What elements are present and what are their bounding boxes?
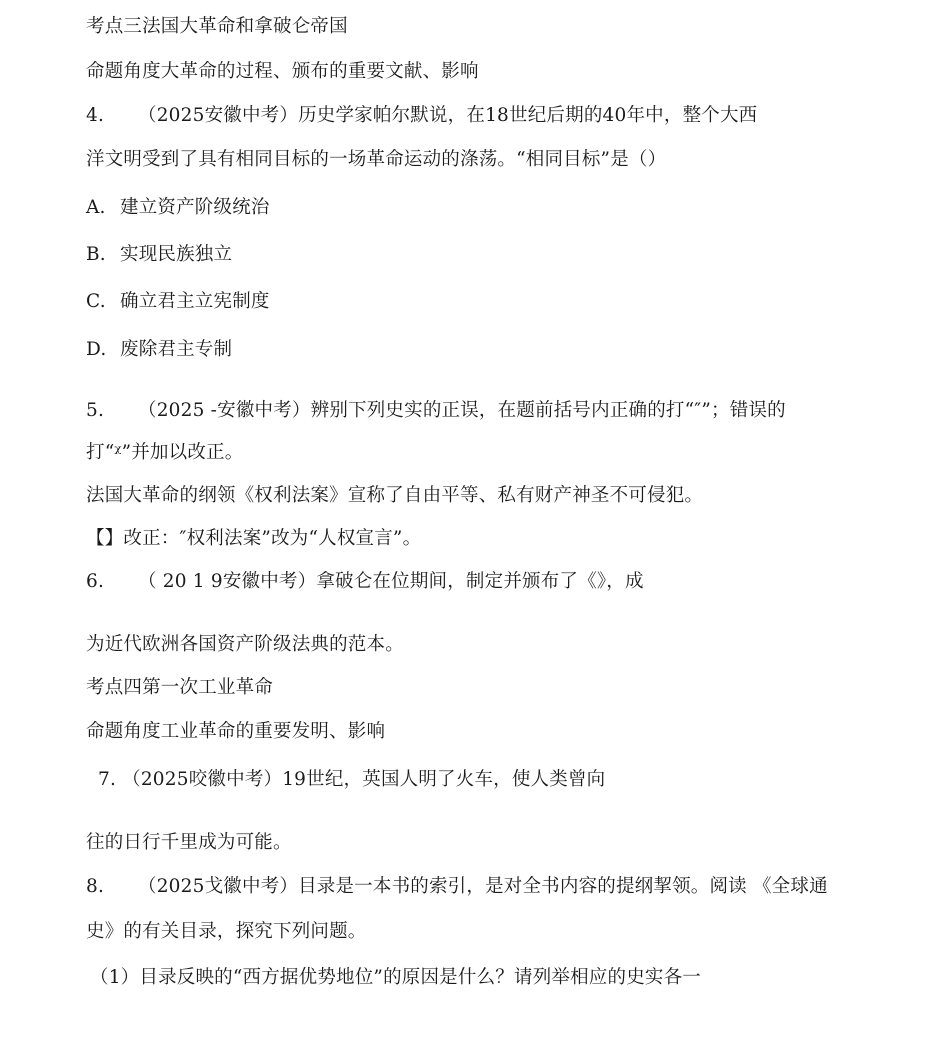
option-text: 建立资产阶级统治 [120, 197, 270, 218]
question-6-stem: （ 20 1 9安徽中考）拿破仑在位期间，制定并颁布了《》，成 [138, 571, 644, 592]
question-8-line-1 [86, 875, 828, 899]
section-4-title: 考点四第一次工业革命 [86, 677, 274, 698]
question-5-line-1 [86, 399, 786, 423]
question-7-line-2: 往的日行千里成为可能。 [86, 832, 292, 853]
section-3-title: 考点三法国大革命和拿破仑帝国 [86, 16, 348, 37]
question-5-correction: 【】改正：″权利法案”改为“人权宣言”。 [86, 528, 422, 549]
option-letter: B. [86, 244, 106, 265]
question-4-number: 4. [86, 105, 105, 126]
section-3-angle: 命题角度大革命的过程、颁布的重要文献、影响 [86, 61, 479, 82]
question-8-subquestion-1: （1）目录反映的“西方据优势地位”的原因是什么？请列举相应的史实各一 [90, 967, 701, 988]
question-4-stem: （2025安徽中考）历史学家帕尔默说，在18世纪后期的40年中，整个大西 [138, 105, 758, 126]
question-7-line-1: 7. （2025咬徽中考）19世纪，英国人明了火车，使人类曾向 [98, 769, 606, 790]
option-text: 废除君主专制 [120, 339, 233, 360]
question-6-line-2: 为近代欧洲各国资产阶级法典的范本。 [86, 634, 404, 655]
question-6-number: 6. [86, 571, 105, 592]
option-text: 确立君主立宪制度 [120, 291, 270, 312]
question-4-option-b [86, 243, 232, 267]
question-5-number: 5. [86, 400, 105, 421]
question-5-stem: （2025 -安徽中考）辨别下列史实的正误，在题前括号内正确的打“″”；错误的 [138, 400, 786, 421]
option-text: 实现民族独立 [120, 244, 233, 265]
option-letter: D. [86, 339, 107, 360]
option-letter: A. [86, 197, 106, 218]
question-8-stem: （2025戈徽中考）目录是一本书的索引，是对全书内容的提纲挈领。阅读 《全球通 [138, 876, 828, 897]
question-4-option-d [86, 338, 232, 362]
question-8-line-2: 史》的有关目录，探究下列问题。 [86, 921, 367, 942]
question-4-line-2: 洋文明受到了具有相同目标的一场革命运动的涤荡。“相同目标”是（） [86, 149, 667, 170]
question-8-number: 8. [86, 876, 105, 897]
section-4-angle: 命题角度工业革命的重要发明、影响 [86, 721, 386, 742]
option-letter: C. [86, 291, 106, 312]
question-6-line-1 [86, 570, 644, 594]
question-4-line-1 [86, 104, 757, 128]
question-4-option-c [86, 290, 270, 314]
question-4-option-a [86, 196, 270, 220]
question-5-line-2: 打“ᵡ”并加以改正。 [86, 442, 244, 463]
question-5-statement: 法国大革命的纲领《权利法案》宣称了自由平等、私有财产神圣不可侵犯。 [86, 485, 704, 506]
